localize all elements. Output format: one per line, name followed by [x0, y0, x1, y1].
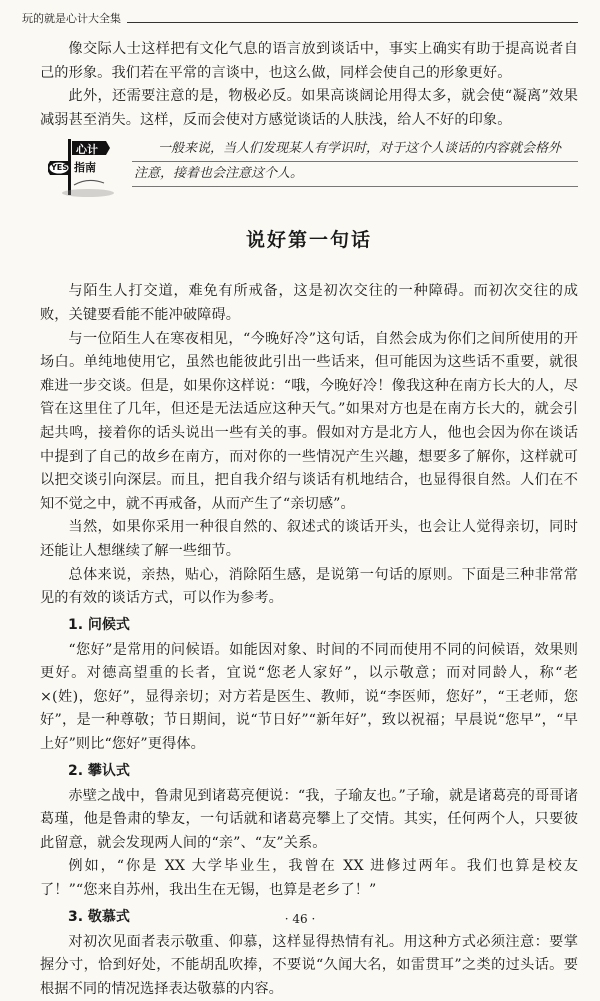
- body-paragraph: 对初次见面者表示敬重、仰慕，这样显得热情有礼。用这种方式必须注意：要掌握分寸，恰到好处，不能胡乱吹捧，不要说“久闻大名，如雷贯耳”之类的过头话。要根据不同的情况选择表达敬慕的内容。: [40, 933, 578, 997]
- body-paragraph: 赤壁之战中，鲁肃见到诸葛亮便说：“我，子瑜友也。”子瑜，就是诸葛亮的哥哥诸葛瑾，他是鲁肃的挚友，一句话就和诸葛亮攀上了交情。其实，任何两个人，只要彼此留意，就会发现两人间的“亲”、“友”关系。: [40, 787, 578, 851]
- body-paragraph: 总体来说，亲热，贴心，消除陌生感，是说第一句话的原则。下面是三种非常常见的有效的谈话方式，可以作为参考。: [40, 566, 578, 607]
- tip-box: [48, 135, 578, 197]
- subsection-heading: 2. 攀认式: [68, 762, 130, 779]
- running-header-title: 玩的就是心计大全集: [22, 12, 121, 25]
- tip-badge: YES: [51, 163, 69, 173]
- intro-paragraph: 像交际人士这样把有文化气息的语言放到谈话中，事实上确实有助于提高说者自己的形象。我们若在平常的言谈中，也这么做，同样会使自己的形象更好。: [40, 41, 578, 81]
- page-number: · 46 ·: [284, 912, 316, 926]
- tip-line: 一般来说，当人们发现某人有学识时，对于这个人谈话的内容就会格外: [132, 137, 578, 162]
- tip-line: 注意，接着也会注意这个人。: [132, 162, 578, 187]
- header-rule: [127, 22, 578, 23]
- section-title: 说好第一句话: [245, 229, 372, 252]
- body-paragraph: “您好”是常用的问候语。如能因对象、时间的不同而使用不同的问候语，效果则更好。对德高望重的长者，宜说“您老人家好”，以示敬意；而对同龄人，称“老×(姓)，您好”，显得亲切；对方若是医生、教师，说“李医师，您好”，“王老师，您好”，是一种尊敬；节日期间，说“节日好”“新年好”，致以祝福；早晨说“您早”，“早上好”则比“您好”更得体。: [40, 641, 578, 753]
- tip-signpost-icon: [48, 135, 132, 197]
- subsection-heading: 3. 敬慕式: [68, 908, 130, 925]
- tip-text: [132, 135, 578, 197]
- body-paragraph: 与陌生人打交道，难免有所戒备，这是初次交往的一种障碍。而初次交往的成败，关键要看能不能冲破障碍。: [40, 283, 578, 323]
- tip-label-bottom: 指南: [74, 161, 96, 175]
- body-paragraph: 例如，“你是 XX 大学毕业生，我曾在 XX 进修过两年。我们也算是校友了！”“您来自苏州，我出生在无锡，也算是老乡了！”: [40, 858, 578, 899]
- body-paragraph: 当然，如果你采用一种很自然的、叙述式的谈话开头，也会让人觉得亲切，同时还能让人想继续了解一些细节。: [40, 519, 578, 559]
- page-content: [40, 38, 578, 1001]
- subsection-heading: 1. 问候式: [68, 616, 130, 633]
- tip-label-top: 心计: [76, 143, 98, 157]
- body-paragraph: 与一位陌生人在寒夜相见，“今晚好冷”这句话，自然会成为你们之间所使用的开场白。单纯地使用它，虽然也能彼此引出一些话来，但可能因为这些话不重要，就很难进一步交谈。但是，如果你这样说：“哦，今晚好冷！像我这种在南方长大的人，尽管在这里住了几年，但还是无法适应这种天气。”如果对方也是在南方长大的，就会引起共鸣，接着你的话头说出一些有关的事。假如对方是北方人，他也会因为你在谈话中提到了自己的故乡在南方，而对你的一些情况产生兴趣，想要多了解你，这样就可以把交谈引向深层。而且，把自我介绍与谈话有机地结合，也显得很自然。人们在不知不觉之中，就不再戒备，从而产生了“亲切感”。: [40, 330, 578, 512]
- intro-paragraph: 此外，还需要注意的是，物极必反。如果高谈阔论用得太多，就会使“凝离”效果减弱甚至消失。这样，反而会使对方感觉谈话的人肤浅，给人不好的印象。: [40, 88, 578, 128]
- running-header: [22, 12, 578, 26]
